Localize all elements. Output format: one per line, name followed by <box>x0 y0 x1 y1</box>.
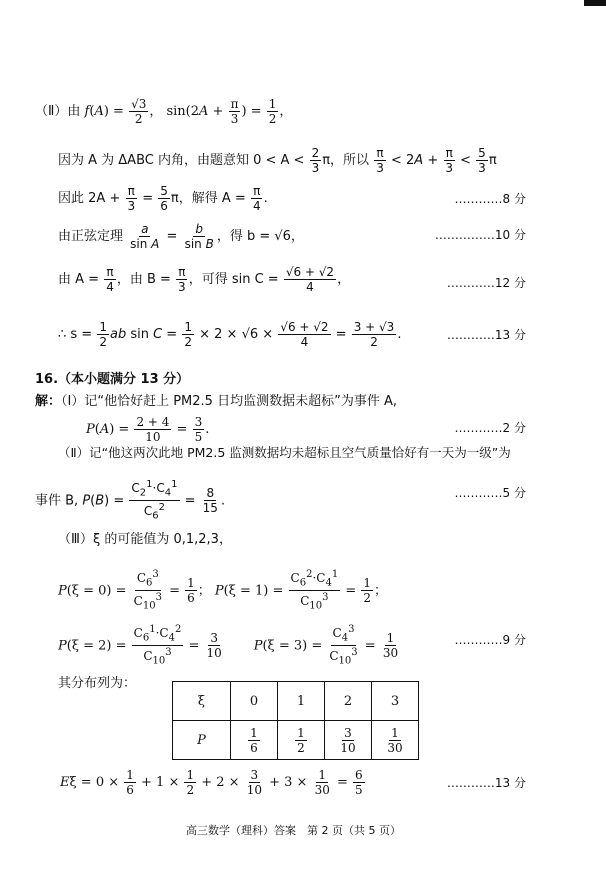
table-head-cell: 0 <box>231 682 278 721</box>
page-corner-mark <box>584 0 606 6</box>
table-cell: $\frac{1}{30}$ <box>372 721 419 760</box>
q16-pa: P(A) = $\frac{2 + 4}{10}$ = $\frac{3}{5}$ . <box>86 415 210 444</box>
dist-title: 其分布列为： <box>58 676 137 691</box>
part2-line6: ∴ s = $\frac{1}{2}$ ab sin C = $\frac{1}{2}$ × 2 × √6 × $\frac{√6 + √2}{4}$ = $\frac{3 + √3}{2}$ . <box>58 320 402 349</box>
table-cell: $\frac{1}{6}$ <box>231 721 278 760</box>
part2-line3: 因此 2A + $\frac{\pi}{3}$ = $\frac{5}{6}$ π，解得 A = $\frac{\pi}{4}$ . <box>58 184 268 213</box>
score-8: …………8 分 <box>454 192 526 206</box>
q16-title: 16.（本小题满分 13 分） <box>35 372 190 387</box>
table-row <box>173 682 419 721</box>
q16-p01: P(ξ = 0) = $\frac{C_6^3}{C_{10}^3}$ = $\frac{1}{6}$ ； P(ξ = 1) = $\frac{C_6^2\cdot C_4^1}{C_{10}^3}$ = $\frac{1}{2}$ ； <box>58 569 388 612</box>
table-head-cell: 1 <box>278 682 325 721</box>
part2-line2: 因为 A 为 ΔABC 内角，由题意知 0 < A < $\frac{2}{3}$ π，所以 $\frac{\pi}{3}$ < 2A + $\frac{\pi}{3}$ < $\frac{5}{3}$ π <box>58 146 497 175</box>
table-head-cell: ξ <box>173 682 231 721</box>
table-row-label: P <box>173 721 231 760</box>
table-head-cell: 3 <box>372 682 419 721</box>
table-row <box>173 721 419 760</box>
q16-part2: （Ⅱ）记“他这两次此地 PM2.5 监测数据均未超标且空气质量恰好有一天为一级”为 <box>58 445 511 460</box>
part2-line4: 由正弦定理 $\frac{a}{\text{sin A}}$ = $\frac{b}{\text{sin B}}$ ，得 b = √6， <box>58 222 304 251</box>
part2-label: （Ⅱ）由 <box>35 104 81 119</box>
part2-line1: （Ⅱ）由 f(A) = $\frac{√3}{2}$ ， sin(2A + $\frac{\pi}{3}$ ) = $\frac{1}{2}$ ， <box>35 97 293 126</box>
q16-p23: P(ξ = 2) = $\frac{C_6^1\cdot C_4^2}{C_{10}^3}$ = $\frac{3}{10}$ P(ξ = 3) = $\frac{C_4^3}{C_{10}^3}$ = $\frac{1}{30}$ <box>58 624 399 667</box>
score-9: …………9 分 <box>454 633 526 647</box>
distribution-table <box>172 681 419 760</box>
expectation: Eξ = 0 × $\frac{1}{6}$ + 1 × $\frac{1}{2}$ + 2 × $\frac{3}{10}$ + 3 × $\frac{1}{30}$ = $\frac{6}{5}$ <box>60 768 363 797</box>
table-cell: $\frac{3}{10}$ <box>325 721 372 760</box>
part2-line5: 由 A = $\frac{\pi}{4}$ ，由 B = $\frac{\pi}{3}$ ，可得 sin C = $\frac{√6 + √2}{4}$ ， <box>58 265 351 294</box>
score-12: …………12 分 <box>446 276 526 290</box>
score-13b: …………13 分 <box>446 776 526 790</box>
score-10: ……………10 分 <box>434 228 526 242</box>
page-footer: 高三数学（理科）答案 第 2 页（共 5 页） <box>186 824 401 837</box>
q16-pb: 事件 B, P(B) = $\frac{C_2^1\cdot C_4^1}{C_6^2}$ = $\frac{8}{15}$ . <box>35 479 226 522</box>
q16-part3: （Ⅲ）ξ 的可能值为 0,1,2,3， <box>58 532 232 547</box>
table-head-cell: 2 <box>325 682 372 721</box>
score-13a: …………13 分 <box>446 328 526 342</box>
table-cell: $\frac{1}{2}$ <box>278 721 325 760</box>
score-2: …………2 分 <box>454 421 526 435</box>
score-5: …………5 分 <box>454 486 526 500</box>
q16-part1: 解：（Ⅰ）记“他恰好赶上 PM2.5 日均监测数据未超标”为事件 A, <box>35 394 397 409</box>
